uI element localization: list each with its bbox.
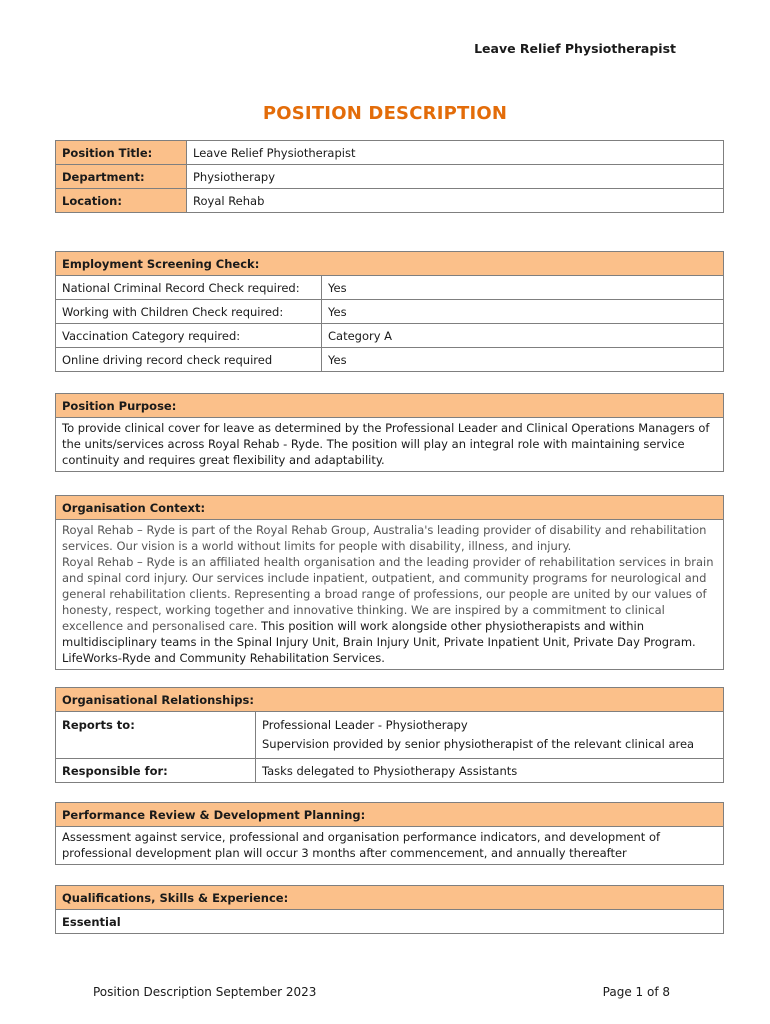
- context-body: [56, 520, 724, 670]
- context-paragraph: [62, 554, 717, 666]
- location-value: Royal Rehab: [187, 189, 724, 213]
- screening-table: [55, 251, 724, 372]
- vaccination-value: Category A: [322, 324, 724, 348]
- reports-to-label: Reports to:: [56, 712, 256, 759]
- responsible-for-label: Responsible for:: [56, 759, 256, 783]
- table-row: [56, 165, 724, 189]
- position-title-value: Leave Relief Physiotherapist: [187, 141, 724, 165]
- document-title: POSITION DESCRIPTION: [262, 103, 508, 124]
- context-paragraph-text: Royal Rehab – Ryde is an affiliated health organisation and the leading provider of rehabilitation services in brain and spinal cord injury. Our services include inpatient, outpatient, and community programs for neurological and general rehabilitation clients. Representing a broad range of professions, our people are united by our values of honesty, respect, working together and innovative thinking. We are inspired by a commitment to clinical excellence and personalised care.: [62, 555, 714, 633]
- table-row: [56, 300, 724, 324]
- footer-page-number: Page 1 of 8: [602, 985, 670, 999]
- position-title-label: Position Title:: [56, 141, 187, 165]
- context-paragraph-text: This position will work alongside other physiotherapists and within multidisciplinary teams in the Spinal Injury Unit, Brain Injury Unit, Private Inpatient Unit, Private Day Program. LifeWorks-Ryde and Community Rehabilitation Services.: [62, 619, 696, 665]
- reports-to-line: Professional Leader - Physiotherapy: [262, 718, 468, 732]
- purpose-heading: Position Purpose:: [56, 394, 724, 418]
- qualifications-table: [55, 885, 724, 934]
- performance-table: [55, 802, 724, 865]
- purpose-table: [55, 393, 724, 472]
- table-row: [56, 276, 724, 300]
- table-row: [56, 348, 724, 372]
- performance-heading: Performance Review & Development Planning:: [56, 803, 724, 827]
- screening-heading: Employment Screening Check:: [56, 252, 724, 276]
- purpose-body: To provide clinical cover for leave as determined by the Professional Leader and Clinical Operations Managers of the units/services across Royal Rehab - Ryde. The position will play an integral role with maintaining service continuity and requires great flexibility and adaptability.: [56, 418, 724, 472]
- context-heading: Organisation Context:: [56, 496, 724, 520]
- table-row: [56, 141, 724, 165]
- reports-to-line: Supervision provided by senior physiotherapist of the relevant clinical area: [262, 737, 695, 751]
- location-label: Location:: [56, 189, 187, 213]
- context-paragraph: Royal Rehab – Ryde is part of the Royal Rehab Group, Australia's leading provider of disability and rehabilitation services. Our vision is a world without limits for people with disability, illness, and injury.: [62, 523, 707, 553]
- department-value: Physiotherapy: [187, 165, 724, 189]
- department-label: Department:: [56, 165, 187, 189]
- position-info-table: [55, 140, 724, 213]
- qualifications-heading: Qualifications, Skills & Experience:: [56, 886, 724, 910]
- qualifications-subheading: Essential: [56, 910, 724, 934]
- context-table: [55, 495, 724, 670]
- relationships-heading: Organisational Relationships:: [56, 688, 724, 712]
- table-row: [56, 759, 724, 783]
- children-check-value: Yes: [322, 300, 724, 324]
- criminal-check-label: National Criminal Record Check required:: [56, 276, 322, 300]
- driving-check-label: Online driving record check required: [56, 348, 322, 372]
- performance-body: Assessment against service, professional and organisation performance indicators, and development of professional development plan will occur 3 months after commencement, and annually thereafter: [56, 827, 724, 865]
- header-title: Leave Relief Physiotherapist: [474, 41, 676, 56]
- relationships-table: [55, 687, 724, 783]
- driving-check-value: Yes: [322, 348, 724, 372]
- vaccination-label: Vaccination Category required:: [56, 324, 322, 348]
- footer-document-date: Position Description September 2023: [93, 985, 317, 999]
- responsible-for-value: Tasks delegated to Physiotherapy Assistants: [256, 759, 724, 783]
- table-row: [56, 189, 724, 213]
- children-check-label: Working with Children Check required:: [56, 300, 322, 324]
- criminal-check-value: Yes: [322, 276, 724, 300]
- table-row: [56, 712, 724, 759]
- table-row: [56, 324, 724, 348]
